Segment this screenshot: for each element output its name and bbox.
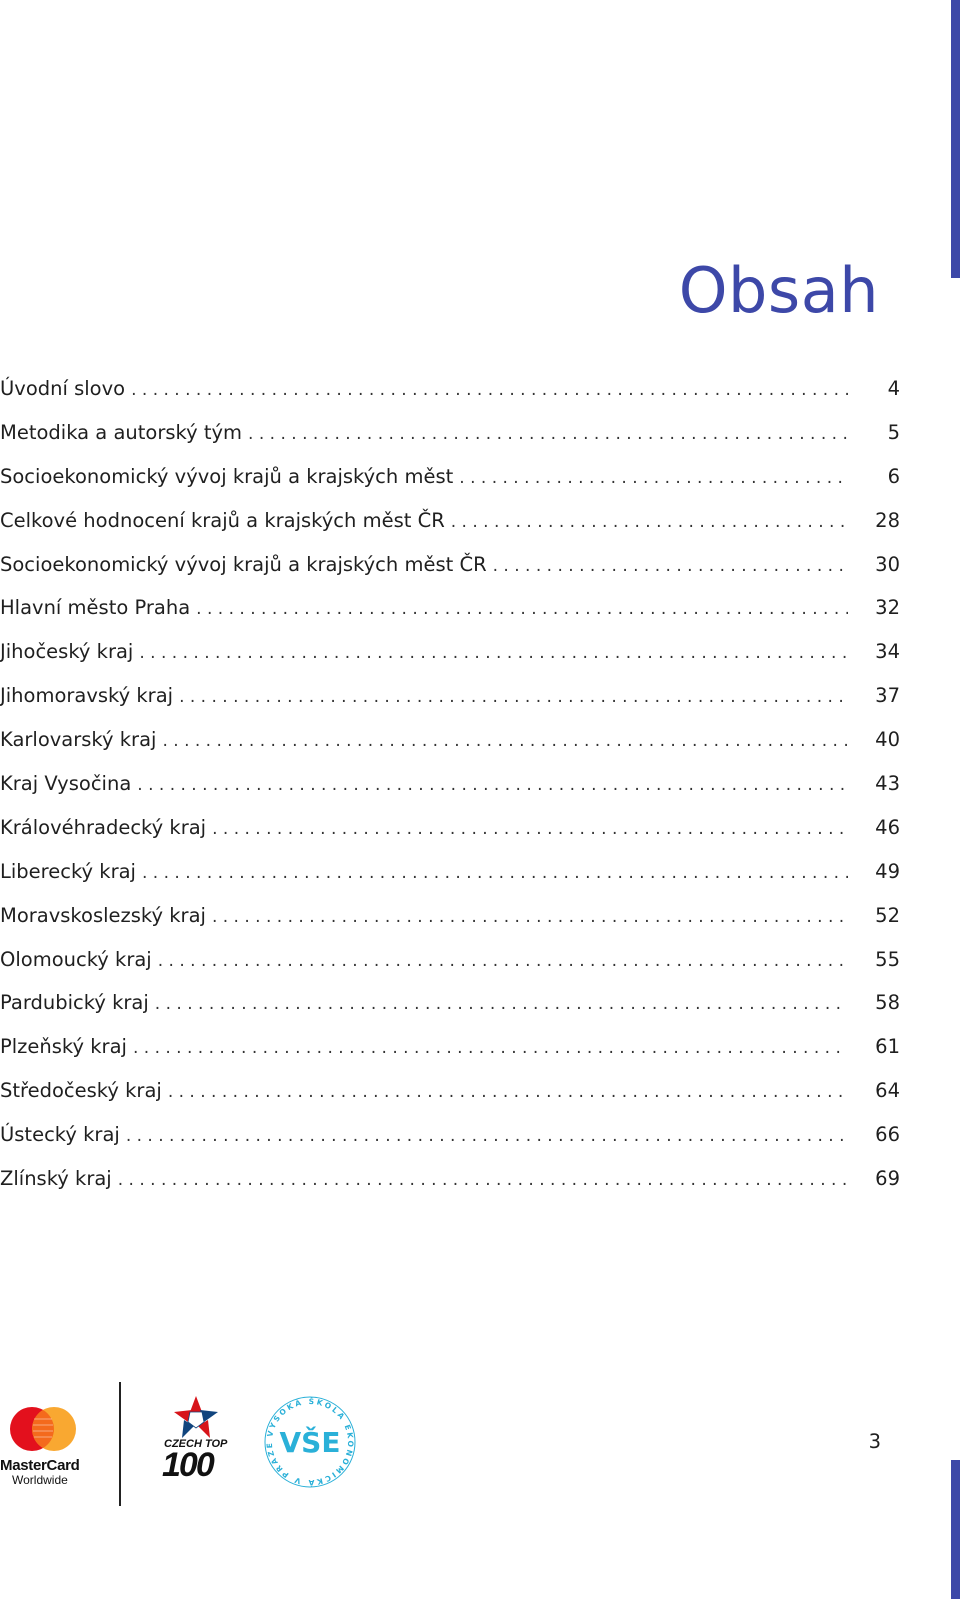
czech-top-label: CZECH TOP (164, 1438, 228, 1450)
toc-entry-label: Ústecký kraj (0, 1123, 120, 1147)
accent-bar-bottom (951, 1460, 960, 1599)
toc-entry-label: Liberecký kraj (0, 859, 136, 883)
toc-entry-page: 58 (875, 991, 900, 1015)
partner-logos (0, 1390, 380, 1520)
toc-entry[interactable] (0, 1123, 900, 1167)
toc-entry[interactable] (0, 860, 900, 904)
toc-entry-page: 69 (875, 1167, 900, 1191)
toc-entry-page: 37 (875, 684, 900, 708)
toc-entry-label: Socioekonomický vývoj krajů a krajských měst ČR (0, 552, 487, 576)
mastercard-logo (0, 1405, 92, 1495)
toc-entry-page: 28 (875, 508, 900, 532)
toc-entry-page: 64 (875, 1079, 900, 1103)
toc-dot-leader (459, 468, 848, 488)
toc-dot-leader (493, 556, 848, 576)
toc-dot-leader (139, 643, 848, 663)
toc-entry-page: 40 (875, 728, 900, 752)
toc-entry[interactable] (0, 640, 900, 684)
toc-entry[interactable] (0, 421, 900, 465)
toc-entry[interactable] (0, 948, 900, 992)
toc-dot-leader (155, 994, 848, 1014)
toc-dot-leader (212, 907, 848, 927)
toc-dot-leader (162, 731, 848, 751)
toc-dot-leader (196, 599, 848, 619)
toc-dot-leader (212, 819, 848, 839)
toc-entry-label: Olomoucký kraj (0, 947, 152, 971)
toc-entry[interactable] (0, 991, 900, 1035)
toc-entry-label: Jihomoravský kraj (0, 684, 174, 708)
vse-logo (262, 1394, 358, 1490)
toc-dot-leader (168, 1082, 848, 1102)
vse-seal-icon (262, 1394, 358, 1490)
toc-entry-label: Karlovarský kraj (0, 728, 157, 752)
toc-entry-page: 52 (875, 903, 900, 927)
toc-entry-page: 66 (875, 1123, 900, 1147)
toc-dot-leader (142, 863, 848, 883)
toc-entry[interactable] (0, 465, 900, 509)
toc-entry-page: 32 (875, 596, 900, 620)
toc-entry[interactable] (0, 1035, 900, 1079)
toc-entry[interactable] (0, 728, 900, 772)
toc-entry[interactable] (0, 816, 900, 860)
toc-entry-label: Hlavní město Praha (0, 596, 191, 620)
mastercard-brand: MasterCard (0, 1457, 80, 1474)
toc-entry-label: Královéhradecký kraj (0, 815, 207, 839)
toc-dot-leader (137, 775, 848, 795)
toc-entry-page: 43 (875, 772, 900, 796)
toc-entry-page: 61 (875, 1035, 900, 1059)
mastercard-circles-icon (8, 1405, 78, 1453)
czech-top-star-icon (158, 1394, 234, 1442)
toc-dot-leader (451, 512, 848, 532)
toc-entry[interactable] (0, 553, 900, 597)
toc-entry-label: Úvodní slovo (0, 377, 126, 400)
toc-entry-page: 30 (875, 552, 900, 576)
vse-mark: VŠE (279, 1426, 341, 1459)
toc-dot-leader (158, 951, 848, 971)
toc-entry-page: 5 (887, 420, 900, 444)
logo-divider (119, 1382, 121, 1506)
accent-bar-top (951, 0, 960, 278)
table-of-contents (0, 377, 900, 1211)
toc-entry-page: 4 (887, 377, 900, 400)
toc-entry-page: 46 (875, 815, 900, 839)
toc-entry-page: 49 (875, 859, 900, 883)
toc-dot-leader (118, 1170, 848, 1190)
toc-entry-page: 34 (875, 640, 900, 664)
toc-entry-label: Moravskoslezský kraj (0, 903, 206, 927)
toc-entry[interactable] (0, 684, 900, 728)
mastercard-subtitle: Worldwide (12, 1473, 68, 1487)
toc-dot-leader (126, 1126, 848, 1146)
toc-entry[interactable] (0, 1167, 900, 1211)
toc-entry[interactable] (0, 772, 900, 816)
page-title: Obsah (678, 253, 879, 327)
toc-dot-leader (179, 687, 848, 707)
toc-entry-label: Středočeský kraj (0, 1079, 162, 1103)
czech-top-100-logo (158, 1394, 234, 1490)
toc-entry-label: Kraj Vysočina (0, 772, 132, 796)
toc-dot-leader (248, 424, 848, 444)
toc-entry[interactable] (0, 596, 900, 640)
toc-entry-label: Socioekonomický vývoj krajů a krajských měst (0, 464, 454, 488)
toc-entry[interactable] (0, 509, 900, 553)
toc-dot-leader (133, 1038, 848, 1058)
toc-entry-page: 55 (875, 947, 900, 971)
toc-entry-label: Jihočeský kraj (0, 640, 134, 664)
vse-ring-text: VYSOKÁ ŠKOLA EKONOMICKÁ V PRAZE (264, 1396, 356, 1488)
toc-entry[interactable] (0, 377, 900, 421)
czech-top-number: 100 (162, 1446, 213, 1484)
toc-entry[interactable] (0, 1079, 900, 1123)
toc-entry-label: Plzeňský kraj (0, 1035, 127, 1059)
toc-dot-leader (131, 380, 848, 400)
toc-entry[interactable] (0, 904, 900, 948)
toc-entry-label: Celkové hodnocení krajů a krajských měst ČR (0, 508, 445, 532)
page-number: 3 (868, 1430, 881, 1453)
toc-entry-label: Metodika a autorský tým (0, 420, 243, 444)
toc-entry-page: 6 (887, 464, 900, 488)
toc-entry-label: Pardubický kraj (0, 991, 149, 1015)
toc-entry-label: Zlínský kraj (0, 1167, 112, 1191)
